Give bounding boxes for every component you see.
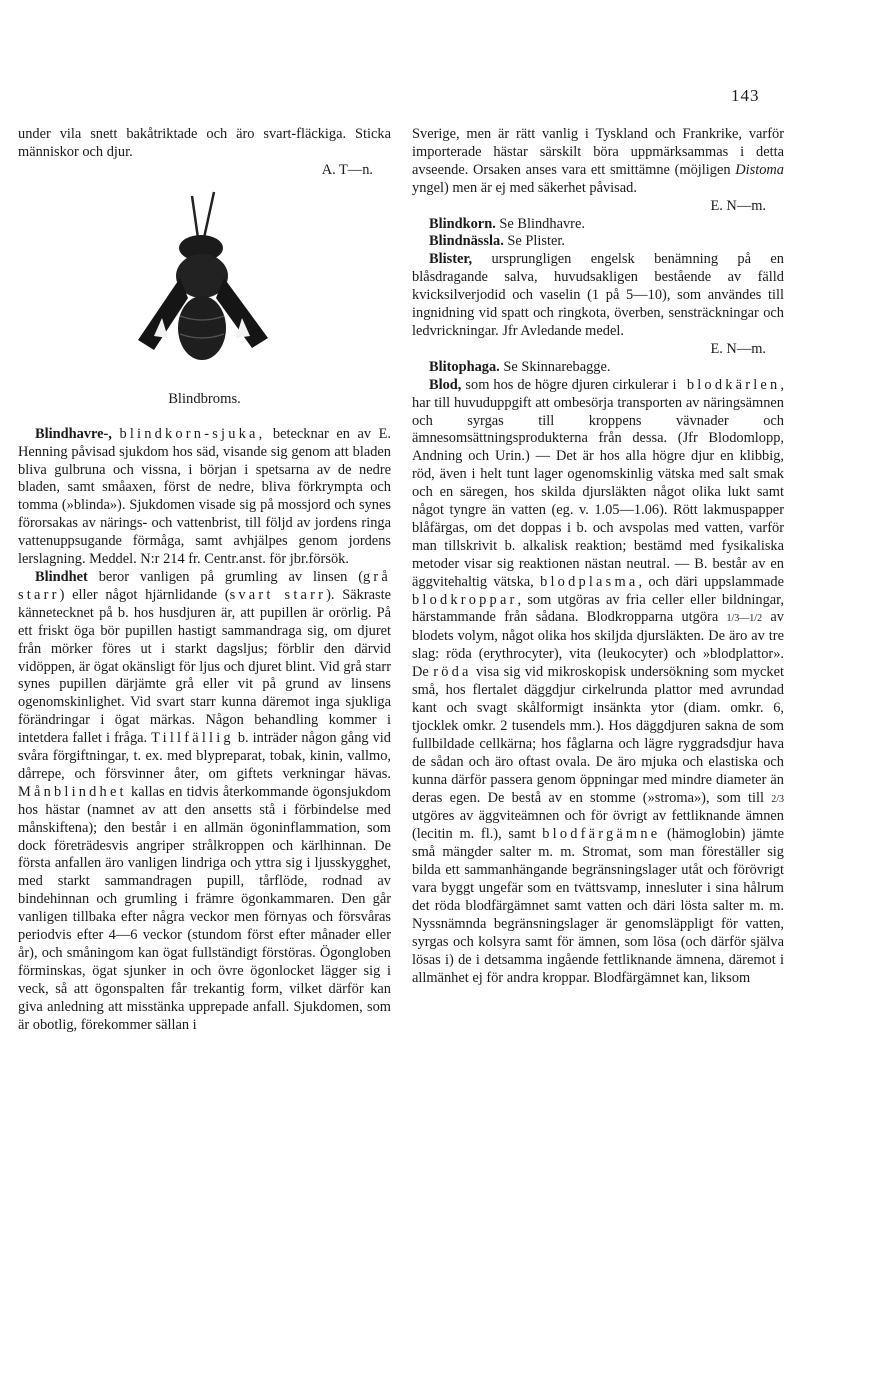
spaced-term: svart starr bbox=[229, 586, 327, 603]
spaced-term: blodfärgämne bbox=[542, 826, 661, 843]
figure-blindbroms bbox=[18, 182, 391, 426]
fraction: 1/3—1/2 bbox=[726, 613, 763, 625]
text-run: (hämoglobin) jämte små mängder salter m. m. Stromat, som man föreställer sig bilda ett sammanhängande begränsningslager utåt och förövrigt vara byggt ungefär som en tvättsvamp, innesluter i sina hålrum det röda blodfärgämnet samt vatten och däri lösta salter m. m. Nyssnämnda begränsningslager är genomsläppligt för vatten, syrgas och kolsyra samt för ämnen, som lösa (och därför själva lösas i) de i detsamma ingående fettliknande ämnena, däremot i allmänhet ej för andra kroppar. Blodfärgämnet kan, liksom bbox=[412, 826, 784, 986]
spaced-term: blodkroppar bbox=[412, 591, 518, 608]
blister-signature: E. N—m. bbox=[710, 340, 766, 357]
entry-term: Blod, bbox=[429, 376, 462, 393]
left-column bbox=[18, 126, 391, 1035]
entry-blister bbox=[412, 251, 784, 341]
text-run: ) eller något hjärnlidande ( bbox=[59, 586, 230, 603]
spaced-term: blindkorn-sjuka, bbox=[119, 425, 266, 442]
figure-caption: Blindbroms. bbox=[168, 390, 241, 407]
text-run: kallas en tidvis återkommande ögonsjukdom hos hästar (namnet av att den ansetts stå i förbindelse med månskiftena); den består i en allmän ögoninflammation, som dock företrädesvis angriper strålkroppen och kärlhinnan. De första anfallen äro vanligen lindriga och yttra sig i ljusskygghet, med starkt sammandragen pupill, tårflöde, rodnad av bindehinnan och grumling i främre ögonkammaren. Den går vanligen tillbaka efter några veckor men förnyas och försvåras periodvis efter 4—6 veckor (stundom först efter månader eller år), och småningom kan ögat fullständigt förstöras. Ögongloben förminskas, ögat sjunker in och övre ögonlocket lägger sig i veck, så att ögonspalten får trekantig form, vilket därför kan giva anledning att misstänka upprepade anfall. Sjukdomen, som är obotlig, förekommer sällan i bbox=[18, 783, 391, 1033]
entry-term: Blindkorn. bbox=[429, 215, 496, 232]
entry-blindnassla bbox=[412, 233, 784, 251]
text-run: b. inträder någon gång vid svåra förgiftningar, t. ex. med blypreparat, tobak, kinin, vallmo, dårrepe, och försvinner åter, om giftets verkningar hävas. bbox=[18, 730, 391, 782]
text-run: , och däri uppslammade bbox=[638, 573, 784, 590]
intro-signature: A. T—n. bbox=[321, 161, 373, 178]
text-run: utgöres av äggviteämnen och för övrigt av fettliknande ämnen (lecitin m. fl.), samt bbox=[412, 808, 784, 843]
text-run: , som utgöras av fria celler eller bildningar, härstammande från sådana. Blodkropparna utgöra bbox=[412, 591, 784, 626]
entry-text: Se Skinnarebagge. bbox=[503, 358, 611, 375]
entry-term: Blindhet bbox=[35, 568, 88, 585]
italic-term: Distoma bbox=[735, 161, 784, 178]
spaced-term: i blodkärlen bbox=[672, 376, 781, 393]
horsefly-illustration bbox=[118, 190, 288, 390]
text-run: visa sig vid mikroskopisk undersökning som mycket små, hos flertalet däggdjur cirkelrunda plattor med avrundad kant och svagt skålformigt insänkta ytor (diam. omkr. 6, tjocklek omkr. 2 tusendels mm.). Hos däggdjuren sakna de som fullbildade cellkärna; hos fåglarna och lägre ryggradsdjur hava de sådan och äro oftast ovala. De äro mjuka och elastiska och kunna därför passera genom öppningar med mindre diameter än deras egen. De bestå av en stomme (»stroma»), som till bbox=[412, 664, 784, 806]
text-run: , har till huvuduppgift att ombesörja transporten av näringsämnen och syrgas till kroppens vävnader och ämnesomsättningsprodukterna från dessa. (Jfr Blodomlopp, Andning och Urin.) — Det är hos alla högre djur en klibbig, röd, även i helt tunt lager ogenomskinlig vätska med salt smak och en säregen, hos skilda djursläkten något olika lukt samt något tyngre än vatten (eg. v. 1.05—1.06). Rött lakmuspapper blåfärgas, om det doppas i b. och avspolas med vatten, varför man tillskrivit b. alkalisk reaktion; bestämd med fysikaliska metoder visar sig reaktionen nästan neutral. — B. består av en äggvitehaltig vätska, bbox=[412, 376, 784, 590]
intro-paragraph: under vila snett bakåtriktade och äro svart-fläckiga. Sticka människor och djur. bbox=[18, 126, 391, 160]
spaced-term: grå starr bbox=[18, 568, 391, 603]
text-run: av blodets volym, något olika hos skiljda djursläkten. De äro av tre slag: röda (erythrocyter), vita (leukocyter) och »blodplattor». De bbox=[412, 609, 784, 681]
entry-text: Se Plister. bbox=[507, 233, 565, 250]
entry-text: ursprungligen engelsk benämning på en blåsdragande salva, huvudsakligen bestående av fälld kvicksilverjodid och vaselin (1 på 5—10), som användes till ingnidning vid spatt och ringkota, överben, sensträckningar och ledvrickningar. Jfr Avledande medel. bbox=[412, 251, 784, 339]
text-run: som hos de högre djuren cirkulerar bbox=[465, 376, 673, 393]
entry-term: Blindhavre-, bbox=[35, 425, 112, 442]
spaced-term: Månblindhet bbox=[18, 783, 127, 800]
spaced-term: Tillfällig bbox=[151, 730, 234, 747]
entry-term: Blister, bbox=[429, 251, 473, 268]
entry-text: Se Blindhavre. bbox=[499, 215, 585, 232]
entry-text bbox=[18, 569, 391, 1033]
entry-blindhet bbox=[18, 569, 391, 1035]
entry-text: betecknar en av E. Henning påvisad sjukdom hos säd, visande sig genom att bladen bliva gulbruna och vissna, i början i spetsarna av de nedre bladen, samt småaxen, först de nedre, bliva förkrympta och tomma (»blinda»). Sjukdomen visade sig på mossjord och synes förorsakas av närings- och vattenbrist, till följd av jordens ringa vattenuppsugande förmåga, samt avhjälpes genom jordens lerslagning. Meddel. N:r 214 fr. Centr.anst. för jbr.försök. bbox=[18, 425, 391, 568]
entry-text bbox=[412, 377, 784, 986]
fraction: 2/3 bbox=[771, 793, 784, 805]
text-run: ). Säkraste kännetecknet på b. hos husdjuren är, att pupillen är orörlig. På ett friskt öga bör pupillen hastigt sammandraga sig, om djuret från mörker föres ut i starkt dagsljus; förblir den därvid vidöppen, är ögat okänsligt för ljus och djuret blint. Vid grå starr synes pupillen därjämte grå eller vit på grund av linsens ogenomskinlighet. Vid svart starr kunna däremot inga sjukliga förändringar i ögat märkas. Någon behandling kommer i intetdera fallet i fråga. bbox=[18, 586, 391, 747]
entry-blindkorn bbox=[412, 216, 784, 234]
entry-term: Blindnässla. bbox=[429, 233, 504, 250]
entry-blod bbox=[412, 377, 784, 988]
right-column bbox=[412, 126, 784, 988]
page-number: 143 bbox=[731, 86, 760, 105]
text-run: beror vanligen på grumling av linsen ( bbox=[98, 568, 363, 585]
continued-signature: E. N—m. bbox=[710, 197, 766, 214]
spaced-term: blodplasma bbox=[540, 573, 639, 590]
entry-blitophaga bbox=[412, 359, 784, 377]
entry-term: Blitophaga. bbox=[429, 358, 500, 375]
entry-blindhavre bbox=[18, 426, 391, 569]
continued-paragraph: Sverige, men är rätt vanlig i Tyskland och Frankrike, varför importerade hästar särskilt böra uppmärksammas i detta avseende. Orsaken anses vara ett smittämne (möjligen Distoma yngel) men är ej med säkerhet påvisad. bbox=[412, 126, 784, 196]
spaced-term: röda bbox=[433, 664, 472, 681]
